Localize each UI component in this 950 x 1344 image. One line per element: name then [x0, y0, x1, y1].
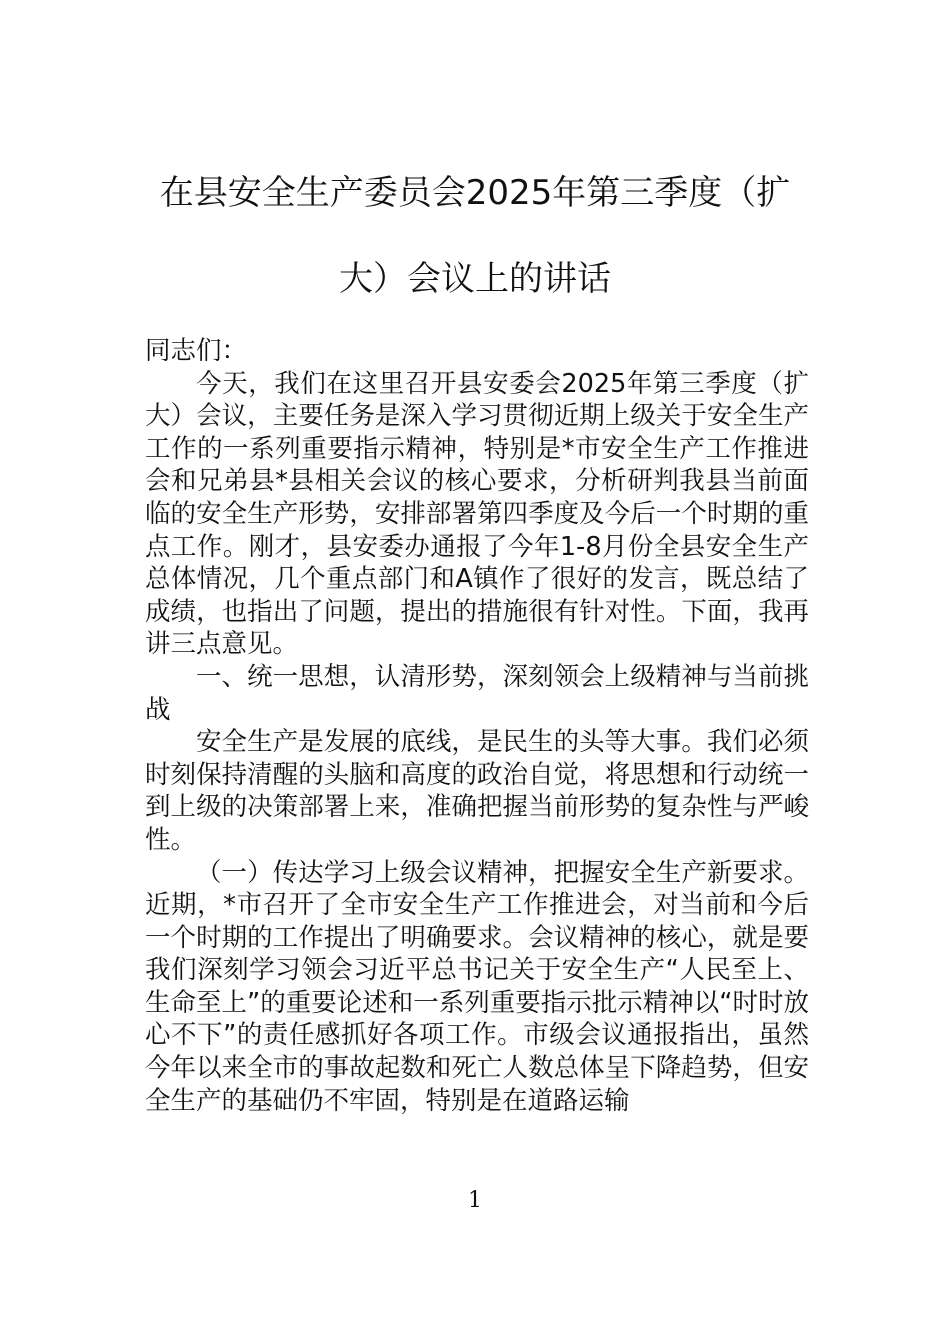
title-line-1: 在县安全生产委员会2025年第三季度（扩 — [159, 173, 791, 213]
section-heading-1: 一、统一思想，认清形势，深刻领会上级精神与当前挑战 — [145, 661, 809, 725]
paragraph-section-1: 安全生产是发展的底线，是民生的头等大事。我们必须时刻保持清醒的头脑和高度的政治自觉，将思想和行动统一到上级的决策部署上来，准确把握当前形势的复杂性与严峻性。 — [145, 727, 809, 855]
page-number: 1 — [468, 1188, 482, 1213]
title-line-2: 大）会议上的讲话 — [339, 259, 611, 299]
paragraph-intro: 今天，我们在这里召开县安委会2025年第三季度（扩大）会议，主要任务是深入学习贯彻近期上级关于安全生产工作的一系列重要指示精神，特别是*市安全生产工作推进会和兄弟县*县相关会议的核心要求，分析研判我县当前面临的安全生产形势，安排部署第四季度及今后一个时期的重点工作。刚才，县安委办通报了今年1-8月份全县安全生产总体情况，几个重点部门和A镇作了很好的发言，既总结了成绩，也指出了问题，提出的措施很有针对性。下面，我再讲三点意见。 — [145, 368, 809, 660]
document-body — [145, 335, 809, 1117]
paragraph-subsection-1: （一）传达学习上级会议精神，把握安全生产新要求。近期，*市召开了全市安全生产工作推进会，对当前和今后一个时期的工作提出了明确要求。会议精神的核心，就是要我们深刻学习领会习近平总书记关于安全生产“人民至上、生命至上”的重要论述和一系列重要指示批示精神以“时时放心不下”的责任感抓好各项工作。市级会议通报指出，虽然今年以来全市的事故起数和死亡人数总体呈下降趋势，但安全生产的基础仍不牢固，特别是在道路运输 — [145, 857, 809, 1116]
document-title — [140, 150, 810, 322]
salutation: 同志们： — [145, 336, 248, 366]
